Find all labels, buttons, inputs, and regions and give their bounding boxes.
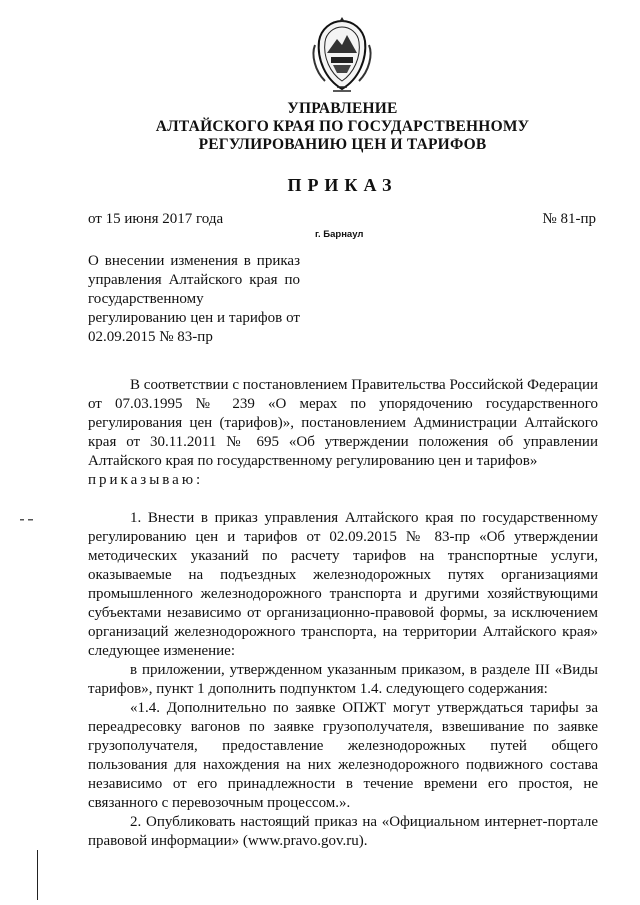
item-1-appendix-paragraph: в приложении, утвержденном указанным приказом, в разделе III «Виды тарифов», пункт 1 дополнить подпунктом 1.4. следующего содержания: — [88, 662, 598, 697]
coat-of-arms-emblem — [309, 15, 375, 95]
preamble-text: В соответствии с постановлением Правительства Российской Федерации от 07.03.1995 № 239 «О мерах по упорядочению государственного регулирования цен (тарифов)», постановлением Администрации Алтайского края от 30.11.2011 № 695 «Об утверждении положения об управлении Алтайского края по государственному регулированию цен и тарифов» — [88, 377, 598, 469]
scan-mark — [20, 519, 34, 521]
document-number: № 81-пр — [542, 211, 596, 227]
agency-line-2: АЛТАЙСКОГО КРАЯ ПО ГОСУДАРСТВЕННОМУ — [155, 118, 530, 135]
document-body — [88, 376, 598, 851]
document-date: от 15 июня 2017 года — [88, 211, 224, 227]
item-1-paragraph: 1. Внести в приказ управления Алтайского края по государственному регулированию цен и тарифов от 02.09.2015 № 83-пр «Об утверждении методических указаний по расчету тарифов на транспортные услуги, оказываемые на подъездных железнодорожных путях организациями промышленного железнодорожного транспорта и другими хозяйствующими субъектами независимо от организационно-правовой формы, за исключением организаций железнодорожного транспорта, на территории Алтайского края» следующее изменение: — [88, 510, 598, 659]
agency-line-3: РЕГУЛИРОВАНИЮ ЦЕН И ТАРИФОВ — [198, 136, 487, 153]
document-type-title: ПРИКАЗ — [287, 175, 398, 195]
item-2-paragraph: 2. Опубликовать настоящий приказ на «Официальном интернет-портале правовой информации» (www.pravo.gov.ru). — [88, 814, 598, 849]
order-word: приказываю: — [88, 472, 204, 488]
item-1-quote-paragraph: «1.4. Дополнительно по заявке ОПЖТ могут утверждаться тарифы за переадресовку вагонов по заявке грузополучателя, взвешивание по заявке грузополучателя, предоставление железнодорожных путей общего пользования для нахождения на них железнодорожного подвижного состава независимо от его принадлежности в течение времени его простоя, не связанного с перевозочным процессом.». — [88, 700, 598, 811]
document-subject: О внесении изменения в приказ управления Алтайского края по государственному регулированию цен и тарифов от 02.09.2015 № 83-пр — [88, 253, 300, 345]
document-city: г. Барнаул — [315, 229, 364, 240]
order-word-paragraph — [88, 471, 598, 490]
margin-line — [37, 850, 38, 900]
agency-line-1: УПРАВЛЕНИЕ — [287, 100, 398, 117]
agency-name — [60, 100, 625, 154]
preamble-paragraph — [88, 376, 598, 471]
